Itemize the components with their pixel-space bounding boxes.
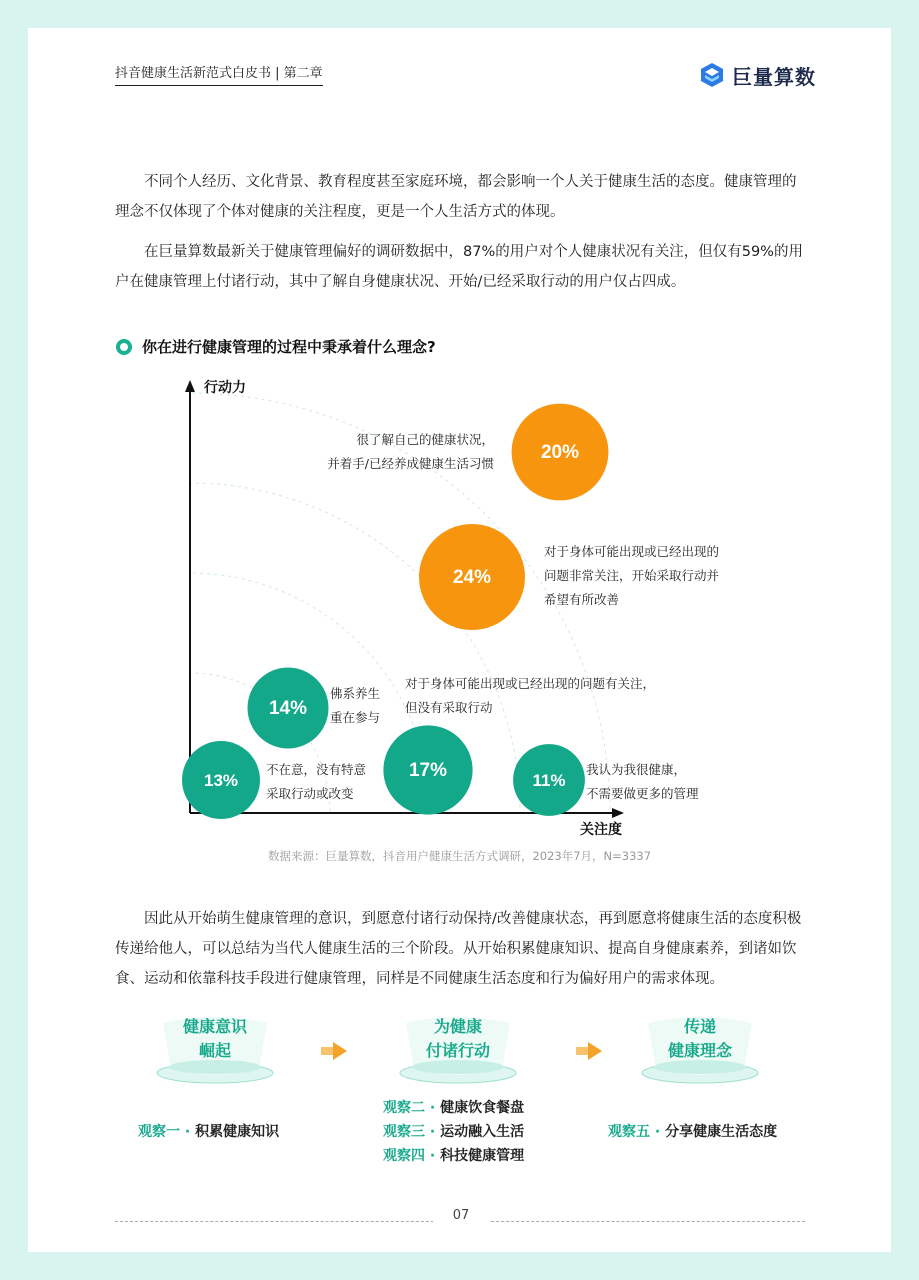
bubble-value-label: 20% [540,442,580,463]
bubble-annotation: 重在参与 [330,710,381,725]
bubble-chart [28,28,891,848]
bubble-annotation: 对于身体可能出现或已经出现的 [544,544,720,559]
chart-question-text: 你在进行健康管理的过程中秉承着什么理念? [142,338,436,356]
observation-item: 观察四 · 科技健康管理 [383,1148,525,1164]
brand-name: 巨量算数 [732,64,816,89]
x-axis-label: 关注度 [580,822,622,838]
stage-1-line1: 健康意识 [182,1017,247,1036]
bubble-annotation: 采取行动或改变 [266,786,354,801]
observation-item: 观察三 · 运动融入生活 [383,1124,525,1140]
bubble-annotation: 佛系养生 [330,686,381,701]
observation-item: 观察一 · 积累健康知识 [138,1124,280,1140]
x-axis-arrow-icon [612,808,624,818]
paragraph-2: 在巨量算数最新关于健康管理偏好的调研数据中，87%的用户对个人健康状况有关注，但仅有59%的用户在健康管理上付诸行动，其中了解自身健康状况、开始/已经采取行动的用户仅占四成。 [115,244,803,290]
page-number: 07 [433,1208,489,1223]
bubble-value-label: 11% [532,771,566,790]
paragraph-3: 因此从开始萌生健康管理的意识，到愿意付诸行动保持/改善健康状态，再到愿意将健康生活的态度积极传递给他人，可以总结为当代人健康生活的三个阶段。从开始积累健康知识、提高自身健康素养，到诸如饮食、运动和依靠科技手段进行健康管理，同样是不同健康生活态度和行为偏好用户的需求体现。 [115,911,802,987]
bubble-annotation: 问题非常关注，开始采取行动并 [544,568,720,583]
bubble-annotation: 但没有采取行动 [405,700,493,715]
arrow-1 [321,1042,347,1060]
bubble-value-label: 24% [452,567,492,588]
bubble-annotation: 并着手/已经养成健康生活习惯 [327,456,494,471]
observation-col-2 [383,1096,524,1168]
page [28,28,891,1252]
bubble-value-label: 17% [408,760,448,781]
document-title: 抖音健康生活新范式白皮书 | 第二章 [115,62,323,86]
stage-3-line2: 健康理念 [667,1041,732,1060]
stage-3-line1: 传递 [683,1017,716,1036]
stage-3 [640,1013,760,1093]
bubble-annotation: 不需要做更多的管理 [586,786,699,801]
y-axis-label: 行动力 [204,380,246,396]
bubble-annotation: 希望有所改善 [544,592,620,607]
stage-2-line2: 付诸行动 [425,1041,490,1060]
y-axis-arrow-icon [185,380,195,392]
paragraph-1: 不同个人经历、文化背景、教育程度甚至家庭环境，都会影响一个人关于健康生活的态度。健康管理的理念不仅体现了个体对健康的关注程度，更是一个人生活方式的体现。 [115,174,797,220]
bubble-annotation: 我认为我很健康， [586,762,687,777]
data-source: 数据来源：巨量算数，抖音用户健康生活方式调研，2023年7月，N=3337 [267,849,652,863]
observation-item: 观察二 · 健康饮食餐盘 [383,1100,525,1116]
stage-2 [398,1013,518,1093]
stage-1-line2: 崛起 [198,1041,231,1060]
observation-item: 观察五 · 分享健康生活态度 [608,1124,778,1140]
stage-2-line1: 为健康 [433,1017,482,1036]
observation-col-3 [608,1120,777,1144]
arrow-2 [576,1042,602,1060]
arrow-right-icon [588,1042,602,1060]
bubble-value-label: 13% [203,771,239,790]
bubble-annotation: 对于身体可能出现或已经出现的问题有关注， [405,676,656,691]
bubble-annotation: 很了解自己的健康状况， [356,432,494,447]
observation-col-1 [138,1120,279,1144]
arrow-right-icon [333,1042,347,1060]
stage-1 [155,1013,275,1093]
bubble-annotation: 不在意，没有特意 [266,762,367,777]
bubble-value-label: 14% [268,698,308,719]
